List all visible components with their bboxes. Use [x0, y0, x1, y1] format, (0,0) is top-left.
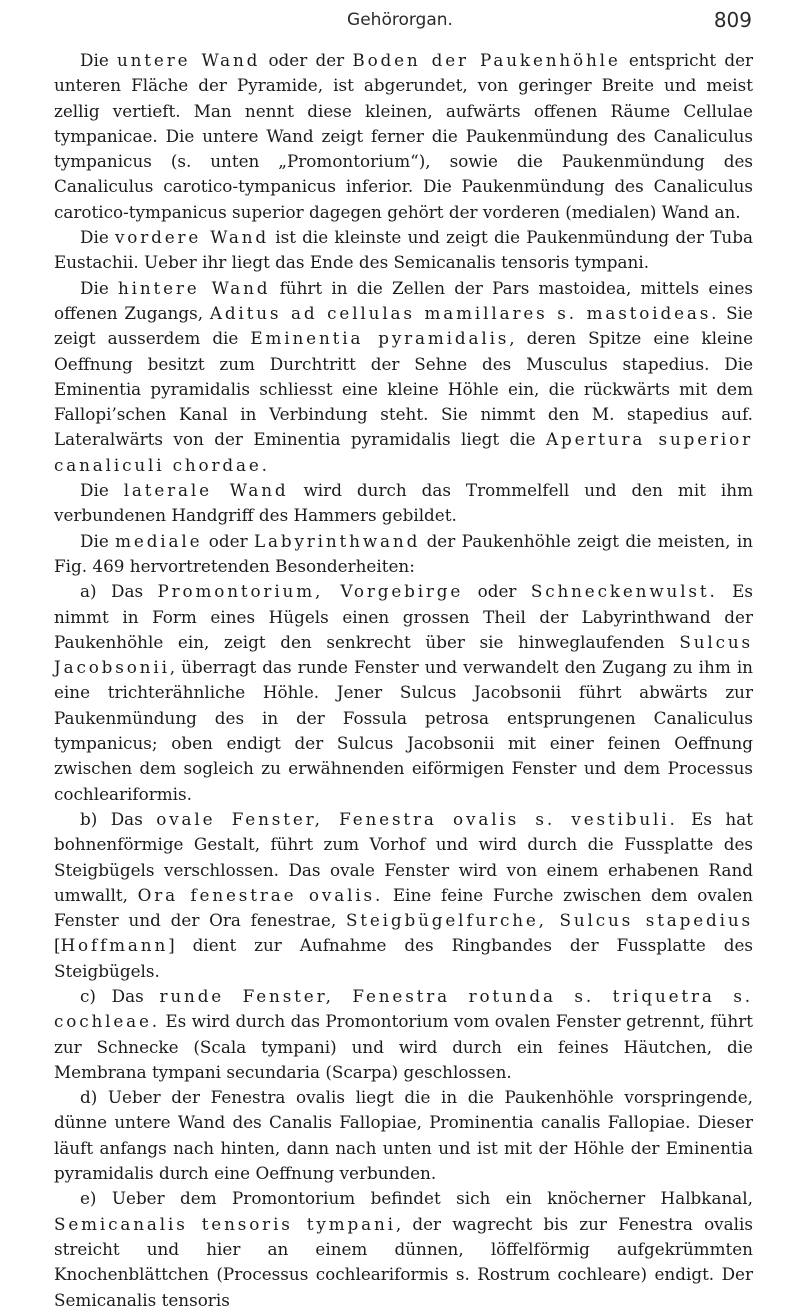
spaced-term: untere Wand	[116, 50, 261, 70]
spaced-term: Eminentia pyramidalis	[250, 328, 510, 349]
text-run: Die	[80, 480, 124, 501]
text-run: der Paukenhöhle zeigt die meisten, in Fig. 469 hervortretenden Besonderheiten:	[54, 530, 753, 576]
text-run: Die	[80, 277, 118, 298]
running-title: Gehörorgan.	[347, 10, 453, 30]
text-run: Es hat bohnenförmige Gestalt, führt zum Vorhof und wird durch die Fussplatte des Steigbügels verschlossen. Das ovale Fenster wird von einem erhabenen Rand umwallt,	[54, 808, 753, 905]
text-run: a) Das	[80, 581, 158, 602]
paragraph	[54, 529, 753, 580]
spaced-term: Apertura superior canaliculi chordae.	[54, 429, 753, 475]
spaced-term: Boden der Paukenhöhle	[352, 50, 621, 70]
spaced-term: mediale	[115, 530, 203, 551]
text-run: , der wagrecht bis zur Fenestra ovalis streicht und hier an einem dünnen, löffelförmig aufgekrümmten Knochenblättchen (Processus cochleariformis s. Rostrum cochleare) endigt. Der Semicanalis tensoris	[54, 1213, 754, 1310]
spaced-term: Schneckenwulst.	[530, 581, 718, 602]
text-run: Die	[80, 227, 115, 248]
text-run: wird durch das Trommelfell und den mit ihm verbundenen Handgriff des Hammers gebildet.	[54, 480, 753, 526]
spaced-term: Semicanalis tensoris tympani	[54, 1213, 396, 1234]
spaced-term: Promontorium, Vorgebirge	[157, 581, 464, 602]
spaced-term: hintere Wand	[117, 277, 271, 298]
text-run: oder der	[260, 50, 353, 70]
text-run: Es nimmt in Form eines Hügels einen grossen Theil der Labyrinthwand der Paukenhöhle ein, zeigt den senkrecht über sie hinweglaufenden	[54, 581, 754, 652]
text-run: Es wird durch das Promontorium vom ovalen Fenster getrennt, führt zur Schnecke (Scala tympani) und wird durch ein feines Häutchen, die Membrana tympani secundaria (Scarpa) geschlossen.	[54, 1011, 753, 1082]
text-run: Eine feine Furche zwischen dem ovalen Fenster und der Ora fenestrae,	[54, 884, 753, 931]
text-run: führt in die Zellen der Pars mastoidea, mittels eines offenen Zugangs,	[54, 277, 753, 323]
spaced-term: Hoffmann	[60, 935, 169, 956]
text-run: [	[54, 935, 61, 956]
paragraph	[54, 579, 753, 807]
text-run: c) Das	[80, 985, 160, 1006]
paragraph	[54, 48, 753, 225]
spaced-term: runde Fenster, Fenestra rotunda s. triquetra s. cochleae.	[54, 985, 753, 1032]
text-run: , überragt das runde Fenster und verwandelt den Zugang zu ihm in eine trichterähnliche Höhle. Jener Sulcus Jacobsonii führt abwärts zur Paukenmündung des in der Fossula petrosa entsprungenen Canaliculus tympanicus; oben endigt der Sulcus Jacobsonii mit einer feinen Oeffnung zwischen dem sogleich zu erwähnenden eiförmigen Fenster und dem Processus cochleariformis.	[54, 657, 753, 804]
paragraph	[54, 1085, 753, 1186]
paragraph	[54, 478, 753, 529]
text-run: entspricht der unteren Fläche der Pyramide, ist abgerundet, von geringer Breite und meist zellig vertieft. Man nennt diese kleinen, aufwärts offenen Räume Cellulae tympanicae. Die untere Wand zeigt ferner die Paukenmündung des Canaliculus tympanicus (s. unten „Promontorium“), sowie die Paukenmündung des Canaliculus carotico-tympanicus inferior. Die Paukenmündung des Canaliculus carotico-tympanicus superior dagegen gehört der vorderen (medialen) Wand an.	[54, 50, 754, 222]
text-run: Sie zeigt ausserdem die	[54, 302, 753, 349]
spaced-term: Aditus ad cellulas mamillares s. mastoideas.	[209, 302, 720, 323]
spaced-term: laterale Wand	[123, 480, 289, 501]
paragraph	[54, 1186, 753, 1312]
spaced-term: Steigbügelfurche, Sulcus stapedius	[345, 910, 753, 931]
text-run: oder	[463, 581, 531, 602]
paragraph	[54, 984, 753, 1085]
text-run: Die	[80, 530, 116, 551]
text-run: ist die kleinste und zeigt die Paukenmündung der Tuba Eustachii. Ueber ihr liegt das Ende des Semicanalis tensoris tympani.	[54, 227, 753, 273]
paragraph	[54, 225, 753, 276]
page-number: 809	[713, 8, 752, 32]
paragraph	[54, 276, 753, 478]
body-text	[54, 48, 753, 1313]
text-run: Die	[80, 50, 117, 70]
text-run: ] dient zur Aufnahme des Ringbandes der Fussplatte des Steigbügels.	[54, 935, 753, 981]
spaced-term: ovale Fenster, Fenestra ovalis s. vestibuli.	[156, 808, 678, 829]
page-header	[0, 8, 800, 38]
text-run: d) Ueber der Fenestra ovalis liegt die in die Paukenhöhle vorspringende, dünne untere Wand des Canalis Fallopiae, Prominentia canalis Fallopiae. Dieser läuft anfangs nach hinten, dann nach unten und ist mit der Höhle der Eminentia pyramidalis durch eine Oeffnung verbunden.	[54, 1087, 753, 1184]
text-run: oder	[202, 530, 254, 551]
spaced-term: vordere Wand	[114, 227, 270, 248]
text-run: , deren Spitze eine kleine Oeffnung besitzt zum Durchtritt der Sehne des Musculus stapedius. Die Eminentia pyramidalis schliesst eine kleine Höhle ein, die rückwärts mit dem Fallopi’schen Kanal in Verbindung steht. Sie nimmt den M. stapedius auf. Lateralwärts von der Eminentia pyramidalis liegt die	[54, 328, 754, 450]
spaced-term: Ora fenestrae ovalis.	[137, 884, 384, 905]
text-run: e) Ueber dem Promontorium befindet sich ein knöcherner Halbkanal,	[80, 1188, 753, 1209]
spaced-term: Sulcus Jacobsonii	[54, 631, 753, 678]
spaced-term: Labyrinthwand	[254, 530, 421, 551]
text-run: b) Das	[80, 808, 157, 829]
paragraph	[54, 807, 753, 984]
